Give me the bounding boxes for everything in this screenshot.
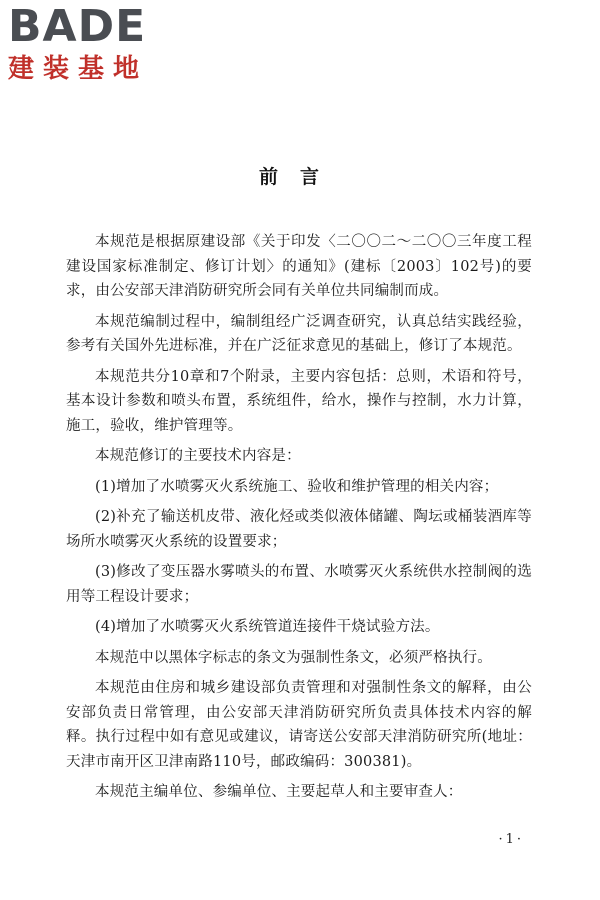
paragraph-contents: 本规范共分10章和7个附录，主要内容包括：总则，术语和符号，基本设计参数和喷头布置，系统组件，给水，操作与控制，水力计算，施工，验收，维护管理等。 xyxy=(66,368,532,434)
list-item: (3)修改了变压器水雾喷头的布置、水喷雾灭火系统供水控制阀的选用等工程设计要求； xyxy=(66,564,532,605)
paragraph-management: 本规范由住房和城乡建设部负责管理和对强制性条文的解释，由公安部负责日常管理，由公安部天津消防研究所负责具体技术内容的解释。执行过程中如有意见或建议，请寄送公安部天津消防研究所(地址：天津市南开区卫津南路110号，邮政编码：300381)。 xyxy=(66,680,532,770)
bade-logo xyxy=(8,1,178,86)
paragraph-mandatory: 本规范中以黑体字标志的条文为强制性条文，必须严格执行。 xyxy=(95,649,492,666)
list-item: (4)增加了水喷雾灭火系统管道连接件干烧试验方法。 xyxy=(95,619,440,635)
logo-wordmark: BADE xyxy=(8,1,147,52)
paragraph-units: 本规范主编单位、参编单位、主要起草人和主要审查人： xyxy=(95,784,463,800)
logo-subtitle: 建装基地 xyxy=(8,54,149,84)
list-item: (1)增加了水喷雾灭火系统施工、验收和维护管理的相关内容； xyxy=(95,478,499,495)
list-item: (2)补充了输送机皮带、液化烃或类似液体储罐、陶坛或桶装酒库等场所水喷雾灭火系统的设置要求； xyxy=(66,509,532,550)
paragraph-process: 本规范编制过程中，编制组经广泛调查研究，认真总结实践经验，参考有关国外先进标准，并在广泛征求意见的基础上，修订了本规范。 xyxy=(66,313,532,354)
page-title: 前言 xyxy=(258,166,341,188)
paragraph-revision-intro: 本规范修订的主要技术内容是： xyxy=(95,448,301,464)
page-number: ·1· xyxy=(498,832,524,847)
document-body xyxy=(66,230,532,811)
paragraph-origin: 本规范是根据原建设部《关于印发〈二〇〇二～二〇〇三年度工程建设国家标准制定、修订计划〉的通知》(建标〔2003〕102号)的要求，由公安部天津消防研究所会同有关单位共同编制而成。 xyxy=(66,234,532,299)
